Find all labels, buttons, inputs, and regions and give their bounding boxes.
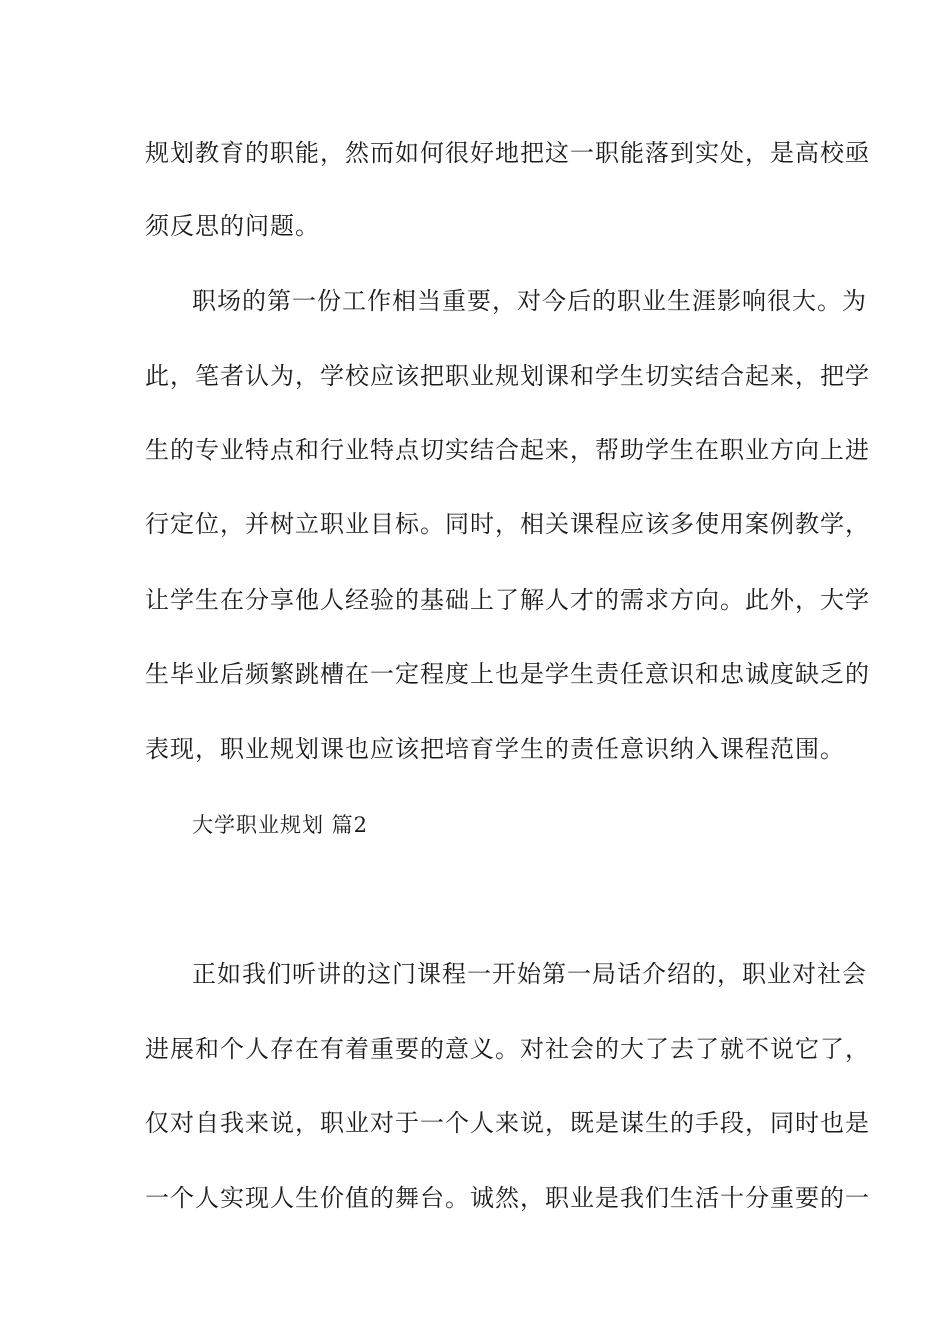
paragraph3-line: 正如我们听讲的这门课程一开始第一局话介绍的，职业对社会	[192, 960, 867, 988]
paragraph3-line: 进展和个人存在有着重要的意义。对社会的大了去了就不说它了，	[145, 1035, 870, 1063]
paragraph2-line: 职场的第一份工作相当重要，对今后的职业生涯影响很大。为	[192, 287, 867, 315]
paragraph2-line: 此，笔者认为，学校应该把职业规划课和学生切实结合起来，把学	[145, 362, 870, 390]
paragraph2-line: 行定位，并树立职业目标。同时，相关课程应该多使用案例教学，	[145, 510, 870, 538]
paragraph1-line: 须反思的问题。	[145, 212, 320, 240]
paragraph2-line: 让学生在分享他人经验的基础上了解人才的需求方向。此外，大学	[145, 586, 870, 614]
paragraph2-line: 生的专业特点和行业特点切实结合起来，帮助学生在职业方向上进	[145, 436, 870, 464]
section-heading: 大学职业规划 篇2	[192, 813, 369, 837]
paragraph2-line: 生毕业后频繁跳槽在一定程度上也是学生责任意识和忠诚度缺乏的	[145, 660, 870, 688]
paragraph3-line: 仅对自我来说，职业对于一个人来说，既是谋生的手段，同时也是	[145, 1109, 870, 1137]
paragraph3-line: 一个人实现人生价值的舞台。诚然，职业是我们生活十分重要的一	[145, 1184, 870, 1212]
paragraph1-line: 规划教育的职能，然而如何很好地把这一职能落到实处，是高校亟	[145, 139, 870, 167]
paragraph2-line: 表现，职业规划课也应该把培育学生的责任意识纳入课程范围。	[145, 735, 845, 763]
